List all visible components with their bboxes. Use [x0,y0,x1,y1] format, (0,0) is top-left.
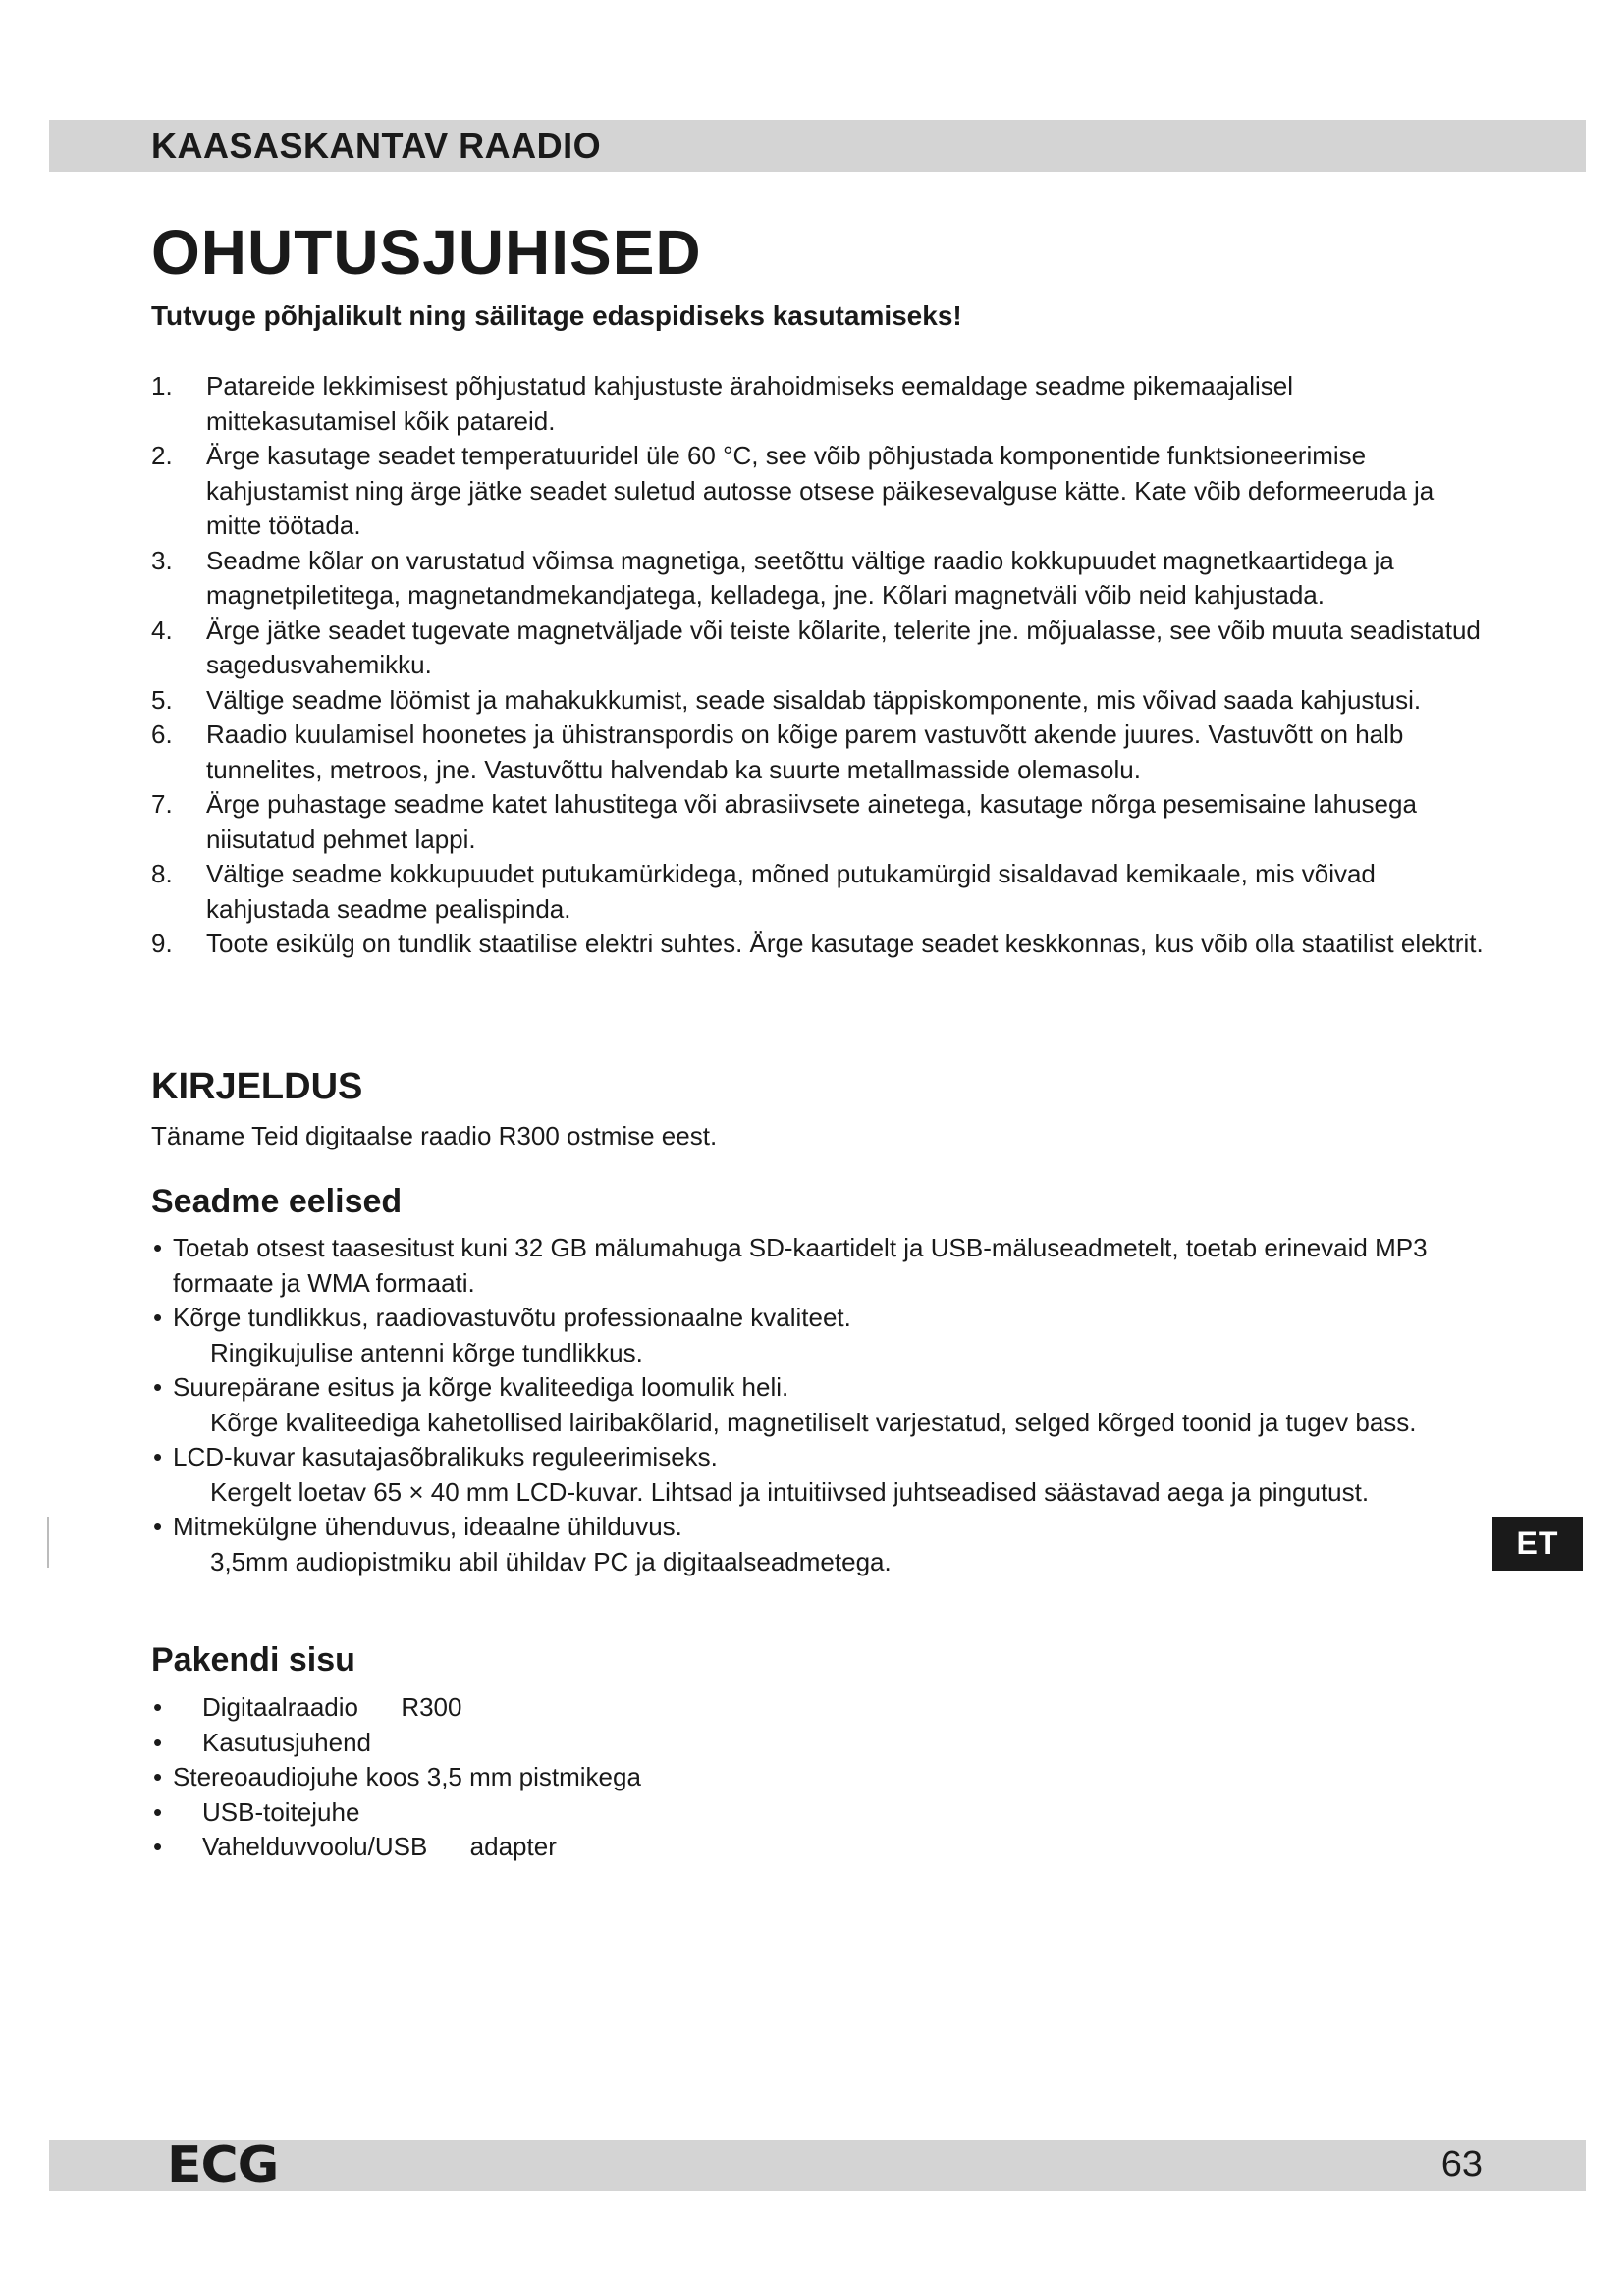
language-tab: ET [1492,1517,1583,1571]
advantage-sub: 3,5mm audiopistmiku abil ühildav PC ja digitaalseadmetega. [210,1546,892,1576]
footer-bar [49,2140,1586,2191]
advantage-main: LCD-kuvar kasutajasõbralikuks reguleerimiseks. [173,1442,718,1471]
advantage-item [151,1231,1487,1301]
bullet: • [153,1762,163,1791]
package-item-text: Kasutusjuhend [202,1727,372,1757]
safety-item-text: Vältige seadme löömist ja mahakukkumist, seade sisaldab täppiskomponente, mis võivad saada kahjustusi. [206,684,1422,715]
bullet: • [153,1372,163,1402]
page-number: 63 [1440,2144,1483,2185]
package-item [151,1726,937,1761]
safety-item-number: 1. [151,371,173,400]
description-text: Täname Teid digitaalse raadio R300 ostmise eest. [151,1121,718,1150]
safety-item-text: Ärge puhastage seadme katet lahustitega või abrasiivsete ainetega, kasutage nõrga pesemisaine lahusega niisutatud pehmet lappi. [206,789,1417,854]
margin-mark [47,1517,49,1568]
package-item [151,1760,937,1795]
package-item [151,1690,937,1726]
safety-item [151,857,1487,927]
safety-item [151,718,1487,787]
advantage-sub: Ringikujulise antenni kõrge tundlikkus. [210,1337,643,1367]
bullet: • [153,1796,163,1827]
package-item-text: Stereoaudiojuhe koos 3,5 mm pistmikega [173,1762,641,1791]
advantage-sub: Kõrge kvaliteediga kahetollised lairibakõlarid, magnetiliselt varjestatud, selged kõrged toonid ja tugev bass. [210,1407,1417,1437]
safety-item-number: 7. [151,789,173,819]
safety-item [151,369,1487,439]
safety-list [151,369,1487,962]
package-item-text: USB-toitejuhe [202,1796,360,1827]
package-item [151,1830,937,1865]
package-title: Pakendi sisu [151,1641,355,1679]
safety-item-text: Vältige seadme kokkupuudet putukamürkidega, mõned putukamürgid sisaldavad kemikaale, mis võivad kahjustada seadme pealispinda. [206,859,1376,924]
safety-item-number: 3. [151,545,173,575]
brand-logo: ECG [167,2136,279,2195]
advantage-main: Mitmekülgne ühenduvus, ideaalne ühilduvus. [173,1512,682,1541]
safety-item-text: Ärge kasutage seadet temperatuuridel üle 60 °C, see võib põhjustada komponentide funktsioneerimise kahjustamist ning ärge jätke seadet suletud autosse otsese päikesevalguse kätte. Kate võib deformeeruda ja mitte töötada. [206,441,1435,540]
package-list [151,1690,937,1865]
safety-item-text: Raadio kuulamisel hoonetes ja ühistranspordis on kõige parem vastuvõtt akende juures. Vastuvõtt on halb tunnelites, metroos, jne. Vastuvõttu halvendab ka suurte metallmasside olemasolu. [206,720,1404,784]
header-title: KAASASKANTAV RAADIO [151,126,602,166]
safety-item [151,683,1487,719]
safety-item [151,544,1487,614]
advantage-item [151,1370,1487,1440]
advantage-sub: Kergelt loetav 65 × 40 mm LCD-kuvar. Lihtsad ja intuitiivsed juhtseadised säästavad aega ja pingutust. [210,1476,1370,1507]
bullet: • [153,1233,163,1262]
advantage-item [151,1301,1487,1370]
package-item [151,1795,937,1831]
safety-item [151,439,1487,544]
safety-item-text: Ärge jätke seadet tugevate magnetväljade või teiste kõlarite, telerite jne. mõjualasse, see võib muuta seadistatud sagedusvahemikku. [206,614,1481,679]
safety-item [151,787,1487,857]
package-item-text: Digitaalraadio R300 [202,1692,462,1722]
safety-item [151,927,1487,962]
safety-item-text: Toote esikülg on tundlik staatilise elektri suhtes. Ärge kasutage seadet keskkonnas, kus võib olla staatilist elektrit. [206,929,1484,958]
advantage-main: Suurepärane esitus ja kõrge kvaliteediga loomulik heli. [173,1372,789,1402]
safety-item-number: 4. [151,614,173,645]
description-title: KIRJELDUS [151,1066,363,1107]
advantages-list [151,1231,1487,1579]
bullet: • [153,1512,163,1541]
bullet: • [153,1303,163,1332]
safety-item-number: 6. [151,720,173,749]
bullet: • [153,1442,163,1471]
package-item-text: Vahelduvvoolu/USB adapter [202,1832,557,1861]
safety-item-number: 8. [151,859,173,888]
advantage-main: Kõrge tundlikkus, raadiovastuvõtu professionaalne kvaliteet. [173,1303,851,1332]
safety-item-number: 5. [151,684,173,715]
safety-title: OHUTUSJUHISED [151,217,702,288]
advantage-main: Toetab otsest taasesitust kuni 32 GB mälumahuga SD-kaartidelt ja USB-mäluseadmetelt, toetab erinevaid MP3 formaate ja WMA formaati. [173,1233,1428,1298]
safety-item [151,614,1487,683]
safety-item-text: Seadme kõlar on varustatud võimsa magnetiga, seetõttu vältige raadio kokkupuudet magnetkaartidega ja magnetpiletitega, magnetandmekandjatega, kelladega, jne. Kõlari magnetväli võib neid kahjustada. [206,545,1394,610]
advantages-title: Seadme eelised [151,1183,403,1220]
safety-subtitle: Tutvuge põhjalikult ning säilitage edaspidiseks kasutamiseks! [151,300,962,331]
bullet: • [153,1832,163,1861]
advantage-item [151,1440,1487,1510]
safety-item-text: Patareide lekkimisest põhjustatud kahjustuste ärahoidmiseks eemaldage seadme pikemaajalisel mittekasutamisel kõik patareid. [206,371,1294,436]
advantage-item [151,1510,1487,1579]
safety-item-number: 9. [151,929,173,958]
bullet: • [153,1692,163,1722]
bullet: • [153,1727,163,1757]
safety-item-number: 2. [151,441,173,470]
